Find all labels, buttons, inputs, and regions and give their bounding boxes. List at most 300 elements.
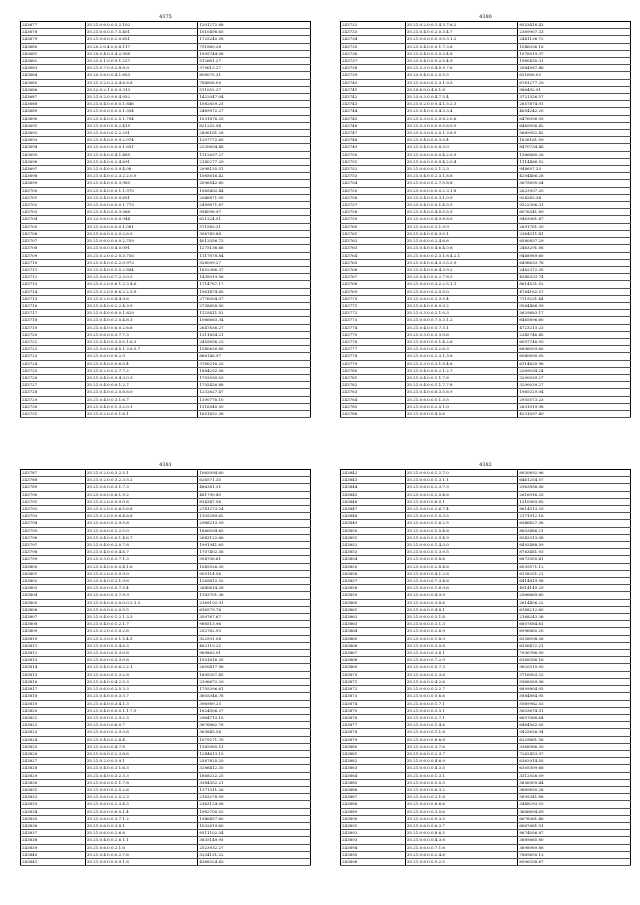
row-id-cell: 243819 [21,700,86,707]
data-table [20,469,311,866]
row-id-cell: 243850 [341,527,406,534]
value-cell: 359767.67 [198,614,311,621]
value-cell: 4368324.43 [198,858,311,865]
row-id-cell: 243849 [341,520,406,527]
code-cell: 35.20.6.0.0.4.0.1.8 [405,86,518,93]
value-cell: 2269034.24 [518,367,631,374]
code-cell: 35.21.0.6.0.0.2.0.4.6 [405,491,518,498]
table-row [341,686,631,693]
value-cell: 1112637.27 [198,151,311,158]
row-id-cell: 243721 [21,338,86,345]
table-row [341,693,631,700]
value-cell: 1078519.37 [518,50,631,57]
value-cell: 1310963.85 [518,498,631,505]
table-row [21,822,311,829]
row-id-cell: 243793 [21,513,86,520]
table-row [341,585,631,592]
table-row [341,650,631,657]
code-cell: 35.21.0.4.0.0.0.1.1.975 [85,187,198,194]
code-cell: 35.21.0.2.0.0.5.0.9.0 [85,570,198,577]
code-cell: 35.21.0.4.0.0.1.2.1.7 [85,621,198,628]
table-row [21,700,311,707]
value-cell: 948697.33 [518,166,631,173]
value-cell: 8614513.29 [518,506,631,513]
row-id-cell: 243710 [21,259,86,266]
table-row [21,94,311,101]
table-row [341,360,631,367]
code-cell: 35.21.0.6.0.0.6.0.1 [405,498,518,505]
value-cell: 2738858.50 [198,302,311,309]
value-cell: 512661.27 [198,58,311,65]
table-row [21,722,311,729]
code-cell: 35.21.0.3.0.0.3.1.0.4.6 [405,360,518,367]
row-id-cell: 243695 [21,151,86,158]
row-id-cell: 243792 [21,506,86,513]
value-cell: 1082859.25 [198,101,311,108]
table-row [21,130,311,137]
table-row [341,374,631,381]
row-id-cell: 243860 [341,599,406,606]
data-table [340,469,631,866]
row-id-cell: 243729 [21,396,86,403]
value-cell: 2623937.20 [518,187,631,194]
row-id-cell: 243895 [341,851,406,858]
table-row [341,722,631,729]
table-row [21,693,311,700]
row-id-cell: 243750 [341,151,406,158]
row-id-cell: 243690 [21,115,86,122]
row-id-cell: 243867 [341,650,406,657]
value-cell: 2964713.15 [198,714,311,721]
value-cell: 3635149.95 [198,837,311,844]
code-cell: 35.21.0.4.0.0.2.3.2.2.0.9 [85,173,198,180]
row-id-cell: 243684 [21,72,86,79]
table-title: 4381 [159,462,172,468]
row-id-cell: 243876 [341,714,406,721]
row-id-cell: 243696 [21,158,86,165]
table-row [21,122,311,129]
code-cell: 35.21.0.4.0.0.4.6.4.0.8 [405,245,518,252]
table-row [21,758,311,765]
code-cell: 35.21.0.4.0.0.0.6.0.4 [85,360,198,367]
value-cell: 6657068.64 [518,714,631,721]
value-cell: 6476936.93 [518,115,631,122]
value-cell: 9584466.99 [518,302,631,309]
table-row [21,288,311,295]
table-row [341,353,631,360]
table-row [21,808,311,815]
code-cell: 35.21.0.4.0.0.1.3.2.0.1 [85,403,198,410]
value-cell: 2169192.91 [198,599,311,606]
value-cell: 8470734.46 [518,144,631,151]
value-cell: 3698969.86 [518,844,631,851]
table-row [341,736,631,743]
table-row [341,858,631,865]
row-id-cell: 243787 [21,470,86,477]
value-cell: 4764162.57 [518,288,631,295]
table-row [341,202,631,209]
value-cell: 1868222.25 [198,772,311,779]
table-row [341,808,631,815]
code-cell: 35.21.0.6.0.0.1.1.6 [405,729,518,736]
code-cell: 35.21.0.4.0.0.4.3.3.5.5.9 [405,259,518,266]
code-cell: 35.21.0.6.0.0.2.8.4.6 [405,563,518,570]
code-cell: 35.21.0.2.0.0.2.0.3.716 [85,252,198,259]
code-cell: 35.21.0.4.0.0.0.3.068 [85,209,198,216]
row-id-cell: 243868 [341,657,406,664]
row-id-cell: 243755 [341,187,406,194]
table-row [341,851,631,858]
code-cell: 35.21.3.2.0.2.3.4.6.8.8 [85,79,198,86]
code-cell: 35.21.0.6.0.0.4.5.6 [405,410,518,417]
table-row [21,635,311,642]
code-cell: 35.21.0.6.0.0.7.5.401 [85,29,198,36]
table-row [21,346,311,353]
table-row [21,628,311,635]
code-cell: 35.21.0.6.0.0.2.6.7.4 [405,506,518,513]
row-id-cell: 243889 [341,808,406,815]
row-id-cell: 243822 [21,722,86,729]
value-cell: 791860.28 [198,43,311,50]
code-cell: 35.21.0.6.0.0.5.4.6.3 [85,642,198,649]
table-row [21,585,311,592]
row-id-cell: 243844 [341,484,406,491]
code-cell: 35.21.0.6.0.0.2.3.4.5 [85,801,198,808]
value-cell: 9620315.93 [518,664,631,671]
value-cell: 7119231.44 [518,295,631,302]
value-cell: 954706.61 [198,556,311,563]
row-id-cell: 243796 [21,534,86,541]
table-row [21,786,311,793]
table-row [341,79,631,86]
row-id-cell: 243801 [21,570,86,577]
table-row [21,144,311,151]
value-cell: 6781277.29 [518,79,631,86]
value-cell: 396989.25 [198,700,311,707]
code-cell: 35.21.0.6.0.0.3.7.7.3 [85,331,198,338]
row-id-cell: 243818 [21,693,86,700]
row-id-cell: 243768 [341,281,406,288]
value-cell: 1201272.88 [198,22,311,29]
value-cell: 6414819.98 [518,578,631,585]
row-id-cell: 243764 [341,252,406,259]
value-cell: 5695341.88 [518,794,631,801]
row-id-cell: 243878 [341,729,406,736]
row-id-cell: 243813 [21,657,86,664]
code-cell: 35.21.0.6.0.0.2.5.2.6 [85,786,198,793]
row-id-cell: 243802 [21,578,86,585]
code-cell: 35.21.0.4.0.0.1.2.1.3.3 [85,614,198,621]
code-cell: 35.21.0.6.0.0.7.2.3.0.2 [85,274,198,281]
value-cell: 6114620.96 [518,360,631,367]
value-cell: 6076341.89 [518,209,631,216]
value-cell: 1755396.61 [198,686,311,693]
row-id-cell: 243854 [341,556,406,563]
row-id-cell: 243835 [21,815,86,822]
row-id-cell: 243706 [21,230,86,237]
row-id-cell: 243810 [21,635,86,642]
value-cell: 5629683.17 [518,310,631,317]
code-cell: 35.21.0.2.0.0.2.7.7.2 [85,367,198,374]
value-cell: 6356472.21 [518,642,631,649]
value-cell: 6496633.76 [518,259,631,266]
table-row [341,382,631,389]
value-cell: 7936786.90 [518,650,631,657]
row-id-cell: 243748 [341,137,406,144]
code-cell: 35.21.0.6.0.0.2.4.6.6 [405,238,518,245]
code-cell: 35.21.0.6.0.0.0.0.4.2.0.9 [405,151,518,158]
table-row [21,22,311,29]
value-cell: 1079271.70 [198,736,311,743]
row-id-cell: 243883 [341,765,406,772]
table-row [341,599,631,606]
value-cell: 1190776.10 [198,396,311,403]
row-id-cell: 243707 [21,238,86,245]
code-cell: 35.21.0.6.0.0.0.0.2.3.1.8 [405,187,518,194]
code-cell: 35.21.0.6.0.0.2.5.4.9 [405,534,518,541]
code-cell: 35.21.0.4.0.0.2.1.9.6 [85,578,198,585]
table-row [21,137,311,144]
code-cell: 35.21.0.6.0.0.2.3.1.9.5 [405,79,518,86]
value-cell: 969863.01 [198,650,311,657]
code-cell: 35.21.0.6.0.0.2.6.8 [85,830,198,837]
row-id-cell: 243816 [21,678,86,685]
row-id-cell: 243720 [21,331,86,338]
table-row [21,520,311,527]
value-cell: 6461254.57 [518,477,631,484]
row-id-cell: 243774 [341,324,406,331]
table-row [21,115,311,122]
value-cell: 2463291.56 [518,245,631,252]
value-cell: 2140277.29 [198,158,311,165]
code-cell: 35.21.0.6.0.0.5.8.6 [405,556,518,563]
value-cell: 2369907.33 [518,29,631,36]
code-cell: 35.21.0.6.0.0.2.3.1.3.8 [405,353,518,360]
value-cell: 1244613.15 [198,750,311,757]
value-cell: 1311654.21 [198,331,311,338]
code-cell: 35.21.0.2.0.0.3.2.5.1 [85,470,198,477]
value-cell: 8030692.96 [518,470,631,477]
code-cell: 35.21.0.6.0.0.0.0.1.773 [85,202,198,209]
code-cell: 35.21.0.6.0.0.2.9.2.3 [85,714,198,721]
code-cell: 35.21.0.2.0.0.0.6.4.6.6 [85,513,198,520]
value-cell: 1755426.88 [198,382,311,389]
table-row [21,194,311,201]
row-id-cell: 243859 [341,592,406,599]
row-id-cell: 243861 [341,606,406,613]
value-cell: 1501616.35 [198,657,311,664]
table-row [341,830,631,837]
row-id-cell: 243780 [341,367,406,374]
row-id-cell: 243735 [341,43,406,50]
table-title: 4375 [159,14,172,20]
row-id-cell: 243865 [341,635,406,642]
code-cell: 35.21.0.6.0.0.8.6.5 [405,830,518,837]
table-row [21,671,311,678]
value-cell: 784808.09 [198,79,311,86]
code-cell: 35.21.0.6.0.0.9.3.5 [405,815,518,822]
table-row [341,563,631,570]
row-id-cell: 243875 [341,707,406,714]
value-cell: 8614531.52 [518,281,631,288]
table-row [21,302,311,309]
value-cell: 2650417.96 [198,664,311,671]
code-cell: 35.21.0.6.0.0.7.1.6 [405,844,518,851]
code-cell: 35.21.0.6.0.0.1.3.1 [405,772,518,779]
table-row [341,498,631,505]
row-id-cell: 243757 [341,202,406,209]
value-cell: 6188212.60 [518,606,631,613]
table-row [341,101,631,108]
row-id-cell: 243743 [341,101,406,108]
table-row [21,151,311,158]
value-cell: 2441136.72 [518,36,631,43]
table-block [20,461,311,866]
row-id-cell: 243753 [341,173,406,180]
value-cell: 5636909.44 [518,779,631,786]
value-cell: 9425626.94 [518,729,631,736]
table-row [341,614,631,621]
table-row [341,137,631,144]
value-cell: 1980430.31 [518,58,631,65]
row-id-cell: 243698 [21,173,86,180]
code-cell: 35.21.0.3.0.0.2.1.0.3 [405,310,518,317]
code-cell: 35.21.0.4.0.0.9.4.3.0.3 [85,374,198,381]
table-row [341,794,631,801]
code-cell: 35.21.0.6.0.0.2.6.9 [405,628,518,635]
table-row [341,302,631,309]
value-cell: 924263.34 [518,194,631,201]
code-cell: 35.21.0.4.0.0.3.0.0.1.6.3 [85,338,198,345]
row-id-cell: 243749 [341,144,406,151]
row-id-cell: 243838 [21,837,86,844]
table-row [21,830,311,837]
code-cell: 35.21.0.6.0.0.2.3.7 [405,750,518,757]
value-cell: 3290039.27 [518,374,631,381]
code-cell: 35.21.0.4.0.0.0.2.7.8.3 [405,274,518,281]
value-cell: 462119.25 [198,642,311,649]
row-id-cell: 243866 [341,642,406,649]
row-id-cell: 243740 [341,79,406,86]
table-row [341,844,631,851]
value-cell: 2741273.24 [198,506,311,513]
table-row [341,700,631,707]
table-row [21,166,311,173]
code-cell: 35.21.0.4.0.0.0.3.9.4 [405,137,518,144]
code-cell: 35.21.0.4.0.0.2.6.1.1 [85,837,198,844]
code-cell: 35.21.0.4.0.0.4.1.485 [85,151,198,158]
table-row [341,410,631,417]
table-row [21,180,311,187]
value-cell: 4013356.73 [198,238,311,245]
table-row [341,245,631,252]
row-id-cell: 243687 [21,94,86,101]
value-cell: 481790.49 [198,491,311,498]
table-row [21,686,311,693]
table-row [21,223,311,230]
code-cell: 35.21.0.3.0.0.4.0.9.7.6 [405,65,518,72]
code-cell: 35.21.0.6.0.0.3.1.9.9 [405,223,518,230]
value-cell: 3760216.20 [198,360,311,367]
code-cell: 35.21.0.4.0.0.2.4.691 [85,158,198,165]
value-cell: 1666594.65 [198,527,311,534]
code-cell: 35.21.0.4.0.0.2.3.1.8.8 [405,173,518,180]
code-cell: 35.21.0.7.0.9.2.8.8.9 [85,65,198,72]
value-cell: 6258098.38 [518,635,631,642]
code-cell: 35.21.0.6.0.0.1.7.1 [405,700,518,707]
table-row [341,36,631,43]
table-row [21,79,311,86]
row-id-cell: 243738 [341,65,406,72]
row-id-cell: 243713 [21,281,86,288]
table-row [21,324,311,331]
code-cell: 35.21.0.4.0.0.0.0.1.829 [85,310,198,317]
code-cell: 35.21.0.6.0.0.0.0.1.081 [85,223,198,230]
row-id-cell: 243853 [341,549,406,556]
table-row [341,534,631,541]
row-id-cell: 243840 [21,851,86,858]
table-row [341,252,631,259]
table-row [21,513,311,520]
row-id-cell: 243752 [341,166,406,173]
row-id-cell: 243779 [341,360,406,367]
row-id-cell: 243809 [21,628,86,635]
row-id-cell: 243763 [341,245,406,252]
value-cell: 2064587.46 [518,65,631,72]
table-row [341,230,631,237]
code-cell: 35.22.0.2.1.0.0.9.313 [85,86,198,93]
table-row [21,606,311,613]
row-id-cell: 243891 [341,822,406,829]
code-cell: 35.21.0.4.0.0.3.2.3.3 [85,772,198,779]
code-cell: 35.21.0.6.0.0.8.2.9 [85,353,198,360]
code-cell: 35.21.0.2.0.0.6.6.2.2.3.9 [85,288,198,295]
row-id-cell: 243701 [21,194,86,201]
code-cell: 35.20.3.6.0.0.4.1.853 [85,72,198,79]
code-cell: 35.21.0.6.0.0.7.3.4.6 [405,578,518,585]
row-id-cell: 243723 [21,353,86,360]
value-cell: 2396672.29 [198,678,311,685]
table-row [21,389,311,396]
value-cell: 2963856.06 [518,484,631,491]
code-cell: 35.21.0.3.0.0.2.0.8.2.0.6 [405,115,518,122]
code-cell: 35.21.0.4.0.0.4.0.5.5.5 [405,209,518,216]
code-cell: 35.21.0.6.0.0.4.9.8.8.0 [405,216,518,223]
row-id-cell: 243683 [21,65,86,72]
row-id-cell: 243742 [341,94,406,101]
code-cell: 35.23.0.4.0.0.2.0.5.5 [405,72,518,79]
table-row [21,534,311,541]
value-cell: 1438019.56 [198,274,311,281]
row-id-cell: 243874 [341,700,406,707]
value-cell: 6057746.93 [518,338,631,345]
table-row [21,101,311,108]
table-row [21,729,311,736]
table-row [341,592,631,599]
code-cell: 35.21.0.2.0.0.5.6.5.6.8 [85,506,198,513]
code-cell: 35.21.0.6.0.0.2.2.291 [85,130,198,137]
code-cell: 35.21.0.6.0.0.3.1.7.3 [85,484,198,491]
value-cell: 1652386.37 [198,266,311,273]
code-cell: 35.21.0.4.0.0.0.0.4.1.6 [85,563,198,570]
code-cell: 35.22.0.6.0.0.0.0.944 [85,216,198,223]
value-cell: 6676361.46 [518,815,631,822]
table-row [21,252,311,259]
row-id-cell: 243795 [21,527,86,534]
row-id-cell: 243714 [21,288,86,295]
code-cell: 35.21.0.4.0.0.9.2.0.4.9 [405,58,518,65]
table-row [21,657,311,664]
